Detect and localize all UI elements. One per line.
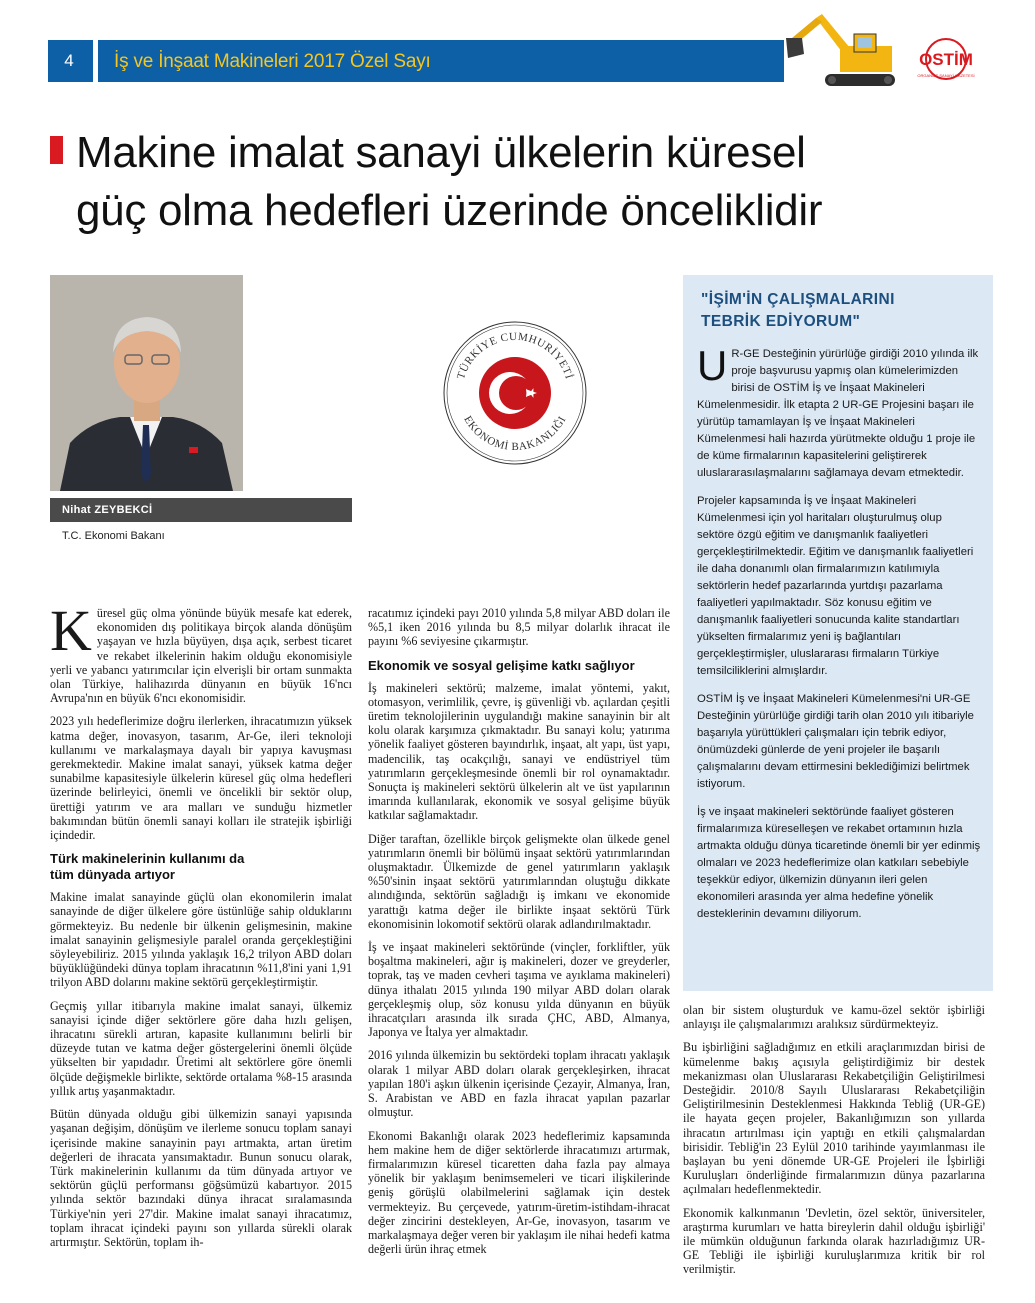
page-headline [76,124,996,240]
article-paragraph-text: üresel güç olma yönünde büyük mesafe kat ederek, ekonomiden dış politikaya birçok alanda dönüşüm yaşayan ve hızla büyüyen, dışa açık, serbest ticaret ve rekabet ilkelerinin hakim olduğu ekonomisiyle yerli ve yabancı yatırımcılar için elverişli bir ortam sunmakta olan Türkiye, halihazırda dünyanın en büyük 16'ncı Avrupa'nın en büyük 6'ncı ekonomisidir. [50,606,352,706]
emblem-bottom-text: EKONOMİ BAKANLIĞI [461,413,569,454]
headline-line-2: güç olma hedefleri üzerinde önceliklidir [76,186,823,235]
article-paragraph [50,598,352,706]
subheading-line-1: Türk makinelerinin kullanımı da [50,851,245,867]
article-paragraph: Makine imalat sanayinde güçlü olan ekonomilerin imalat sanayinde de diğer ülkelere göre üstünlüğe sahip olduklarını görmekteyiz. Bu nedenle bir ülkenin gelişmesinin, makine imalat sanayinin gelişmesiyle paralel oranda gerçekleştiğini söyleyebiliriz. 2015 yılında yaklaşık 16,2 trilyon ABD doları büyüklüğündeki dünya toplam ihracatının %11,8'ini yani 1,91 trilyon ABD dolarını makine sektörü gerçekleştirmiştir. [50,890,352,990]
article-paragraph: Ekonomik kalkınmanın 'Devletin, özel sektör, üniversiteler, araştırma kurumları ve hatta bireylerin dahil olduğu işbirliği' ile mümkün olduğunun farkında olarak hazırladığımız UR-GE Tebliği ile işbirliği kuruluşlarımıza kritik bir rol verilmiştir. [683,1205,985,1277]
article-paragraph: Ekonomi Bakanlığı olarak 2023 hedeflerimiz kapsamında hem makine hem de diğer sektörlerde ihracatımızı artırmak, firmalarımızın küresel ticaretten daha fazla pay almaya yönelik bir yaklaşım benimsemeleri ve ticari ilişkilerinde geniş görüşlü olabilmelerini sağlamak için destek vermekteyiz. Bu çerçevede, yatırım-üretim-istihdam-ihracat değer zincirini destekleyen, Ar-Ge, inovasyon, tasarım ve markalaşmaya değer veren bir yaklaşım ile nihai hedefi katma değerli ürün ihraç etmek [368,1128,670,1257]
header-divider [93,40,98,82]
sidebar-drop-cap: U [697,342,728,389]
sidebar-body [697,342,981,934]
sidebar-title-line-1: "İŞİM'İN ÇALIŞMALARINI [701,291,895,308]
article-drop-cap: K [50,598,92,663]
article-subheading [50,851,352,883]
article-subheading: Ekonomik ve sosyal gelişime katkı sağlıyor [368,657,635,673]
article-paragraph: İş ve inşaat makineleri sektöründe (vinçler, forkliftler, yük boşaltma makineleri, ağır iş makineleri, dozer ve greyderler, toprak, taş ve maden cevheri taşıma ve ayıklama makineleri) dünya ithalatı 2015 yılında 190 milyar ABD doları olarak gerçekleşmiş olup, söz konusu yılda dünyanın en büyük ihracatçıları arasında ilk sırada ÇHC, ABD, Almanya, Japonya ve İtalya yer almaktadır. [368,940,670,1040]
sidebar-title [701,289,986,333]
sidebar-paragraph-text: R-GE Desteğinin yürürlüğe girdiği 2010 yılında ilk proje başvurusu yapmış olan kümelerimizden birisi de OSTİM İş ve İnşaat Makineleri Kümelenmesidir. İlk etapta 2 UR-GE Projesini başarı ile yürütüp tamamlayan İş ve İnşaat Makineleri Kümelenmesi hali hazırda yürütmekte olduğu 1 proje ile de küme firmalarının kapasitelerini geliştirerek uluslararasılaşmalarını sağlamaya devam etmektedir. [697,348,979,479]
sidebar-paragraph [697,342,981,482]
section-title: İş ve İnşaat Makineleri 2017 Özel Sayı [114,51,431,72]
svg-text:OSTİM: OSTİM [919,50,973,69]
subheading-line-2: tüm dünyada artıyor [50,867,175,883]
article-column-1 [50,598,352,1258]
article-column-3 [683,1003,985,1286]
article-paragraph: Diğer taraftan, özellikle birçok gelişmekte olan ülkede genel yatırımların önemli bir bölümü inşaat sektörü yatırımlarından oluşmaktadır. Ülkemizde de genel yatırımların yaklaşık %50'sinin inşaat sektörü yatırımlarından oluştuğu dikkate alındığında, sektörün sağladığı iş imkanı ve ekonomide yarattığı katma değer ile birlikte inşaat sektörü Türk ekonomisinin lokomotif sektörü olarak adlandırılmaktadır. [368,831,670,931]
sidebar-title-line-2: TEBRİK EDİYORUM" [701,313,861,330]
person-name: Nihat ZEYBEKCİ [62,504,153,516]
article-paragraph: İş makineleri sektörü; malzeme, imalat yöntemi, yakıt, otomasyon, verimlilik, çevre, iş güvenliği vb. açılardan çeşitli üretim teknolojilerinin uygulandığı makine sanayinin bir alt kolu olarak karşımıza çıkmaktadır. Bu sanayi kolu; yatırıma yönelik faaliyet gösteren bayındırlık, inşaat, alt yapı, üst yapı, madencilik, taş ocakçılığı, sanayi ve endüstriyel tüm yatırımların gerçekleşmesinde önemli bir rol oynamaktadır. Sonuçta iş makineleri sektörü ülkelerin alt ve üst yapılarının imarında kullanılarak, ekonomik ve sosyal gelişime büyük katkılar sağlamaktadır. [368,680,670,823]
excavator-icon [770,12,900,90]
ostim-logo [905,36,987,82]
person-position: T.C. Ekonomi Bakanı [62,530,165,542]
svg-text:ORGANİZE SANAYİ GAZETESİ: ORGANİZE SANAYİ GAZETESİ [917,73,975,78]
headline-line-1: Makine imalat sanayi ülkelerin küresel [76,128,806,177]
article-paragraph: 2016 yılında ülkemizin bu sektördeki toplam ihracatı yaklaşık olarak 1 milyar ABD doları olarak gerçekleşirken, ihracat yapılan 180'i aşkın ülkenin içerisinde Çezayir, Almanya, İran, S. Arabistan ve ABD en fazla ihracat yapılan pazarlar olmuştur. [368,1048,670,1120]
article-paragraph: 2023 yılı hedeflerimize doğru ilerlerken, ihracatımızın yüksek katma değer, inovasyon, tasarım, Ar-Ge, ileri teknoloji kullanımı ve markalaşmaya dayalı bir yapıya kavuşması gerekmektedir. Makine imalat sanayi, yüksek katma değer sunabilme kapasitesiyle ülkelerin küresel güç olma hedefleri üzerinde belirleyici, önemli ve öncelikli bir sektör olup, ürettiği yatırım ve ara malları ve sunduğu hizmetler bakımından bütün önemli sanayi kolları ile stratejik işbirliği içindedir. [50,714,352,843]
headline-marker [50,136,63,164]
article-paragraph: olan bir sistem oluşturduk ve kamu-özel sektör işbirliği anlayışı ile çalışmalarımızı aralıksız sürdürmekteyiz. [683,1003,985,1032]
sidebar-paragraph: İş ve inşaat makineleri sektöründe faaliyet gösteren firmalarımıza küreselleşen ve rekabet ortamının hızla artmakta olduğu dünya ticaretinde önemli bir yer edinmiş olmaları ve 2023 hedeflerimize olan katkıları sebebiyle teşekkür ediyor, ülkemizin dünyanın ileri gelen ekonomileri arasında yer alma hedefine yönelik desteklerinin devamını diliyorum. [697,806,981,920]
page-number: 4 [64,51,74,70]
article-paragraph: racatımız içindeki payı 2010 yılında 5,8 milyar ABD doları ile %5,1 iken 2016 yılında bu 8,5 milyar dolarlık ihracat ile payını %6 seviyesine çıkarmıştır. [368,606,670,649]
emblem-top-text: TÜRKİYE CUMHURİYETİ [455,330,575,381]
article-paragraph: Geçmiş yıllar itibarıyla makine imalat sanayi, ülkemiz sanayisi içinde diğer sektörlere göre daha hızlı gelişen, ihracatını sürekli artıran, kapasite kullanımını belirli bir düzeyde tutan ve katma değer göstergelerini önemli ölçüde yükselten bir yapıdadır. Üretimi alt sektörlere göre önemli ölçüde değişmekle birlikte, sektörde ortalama %8-15 arasında yıllık artış yaşanmaktadır. [50,998,352,1098]
article-paragraph: Bütün dünyada olduğu gibi ülkemizin sanayi yapısında yaşanan değişim, dönüşüm ve ilerleme sonucu toplam sanayi içerisinde makine sanayinin payı artmakta, artan üretim değerleri de ihracata yansımaktadır. Bunun sonucu olarak, Türk makinelerinin kullanımı da tüm dünyada artıyor ve sektörün güçlü performansı göğsümüzü kabartıyor. 2015 yılında sektör bazındaki dünya ihracat sıralamasında Türkiye'nin yeri 27'dir. Makine imalat sanayi ihracatımız, toplam ihracat içindeki payını son yıllarda sürekli olarak artırmıştır. Sektörün, toplam ih- [50,1107,352,1249]
article-column-2 [368,606,670,1265]
article-paragraph: Bu işbirliğini sağladığımız en etkili araçlarımızdan birisi de kümelenme bakış açısıyla geliştirdiğimiz bir destek mekanizması olan Uluslararası Rekabetçiliğin Geliştirilmesi Desteğidir. 2010/8 Sayılı Uluslararası Rekabetçiliğin Geliştirilmesinin Desteklenmesi Hakkında Tebliğ (UR-GE) ile hayata geçen projeler, Bakanlığımızın son yıllarda ihracatın artırılması için yaptığı en etkili çalışmalardan birisidir. Tebliğ'in 23 Eylül 2010 tarihinde yayımlanması ile başlayan bu yeni dönemde UR-GE Projeleri ile İşbirliği Kuruluşları önderliğinde firmalarımızın dünya pazarlarına açılmaları hedeflenmektedir. [683,1040,985,1197]
sidebar-paragraph: Projeler kapsamında İş ve İnşaat Makineleri Kümelenmesi için yol haritaları oluşturulmuş olup sektöre özgü eğitim ve danışmanlık faaliyetleri gerçekleştirilmektedir. Eğitim ve danışmanlık faaliyetleri ile daha donanımlı olan firmalarımızın katılımıyla sektörlerin hedef pazarlarında yurtdışı pazarlama faaliyetleri yapılmaktadır. Söz konusu eğitim ve danışmanlık faaliyetleri sonucunda kalite standartları yükselten firmalarımız yeni iş bağlantıları gerçekleştirmişler, uluslararası firmaların Türkiye temsilciliklerini almışlardır. [697,495,974,677]
ministry-emblem-icon [440,318,590,468]
minister-portrait [50,275,243,491]
sidebar-paragraph: OSTİM İş ve İnşaat Makineleri Kümelenmesi'ni UR-GE Desteğinin yürürlüğe girdiği tarih olan 2010 yılı itibariyle başarıyla yürüttükleri çalışmaları için tebrik ediyor, önümüzdeki günlerde de yeni projeler ile başarılı çalışmalarını devam ettirmesini beklediğimizi belirtmek istiyorum. [697,693,974,790]
